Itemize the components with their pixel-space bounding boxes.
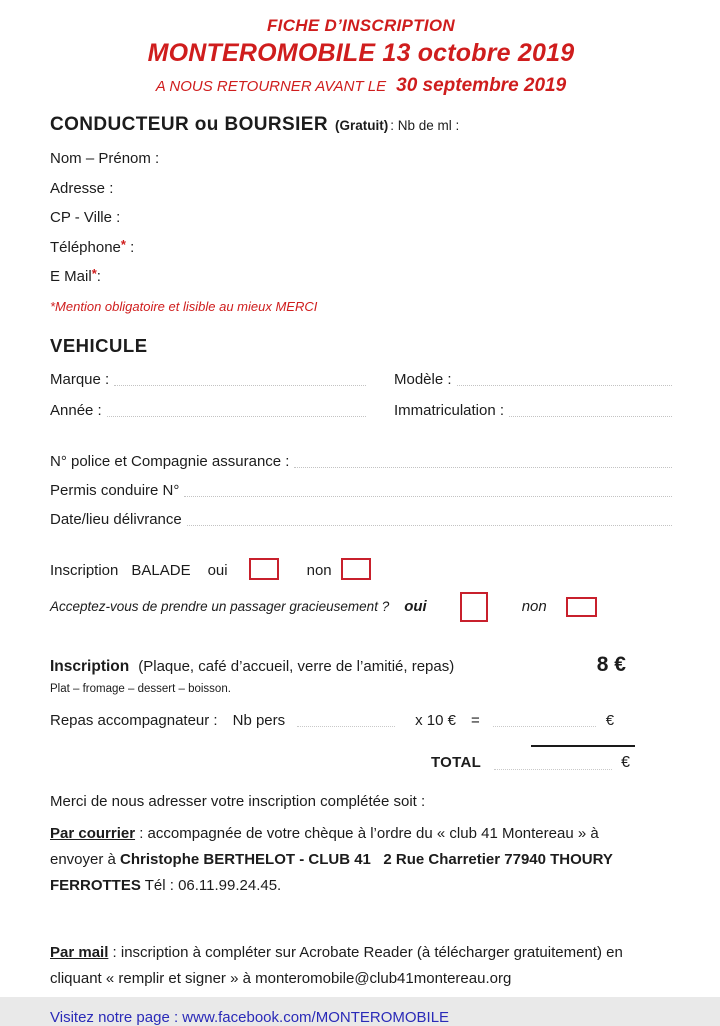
equals-sign: = — [471, 711, 480, 729]
form-header — [50, 16, 672, 97]
balade-non-checkbox[interactable] — [341, 558, 371, 580]
menu-detail: Plat – fromage – dessert – boisson. — [50, 682, 231, 695]
marque-label: Marque : — [50, 370, 110, 388]
passager-non-checkbox[interactable] — [566, 597, 597, 617]
par-mail-label: Par mail — [50, 943, 109, 961]
passager-question: Acceptez-vous de prendre un passager gracieusement ? — [50, 599, 390, 614]
deadline-date: 30 septembre 2019 — [396, 75, 567, 96]
vehicule-section-title: VEHICULE — [50, 334, 148, 356]
return-deadline — [50, 75, 672, 97]
repas-line — [50, 712, 672, 729]
modele-label: Modèle : — [394, 370, 452, 388]
marque-fill-line[interactable] — [114, 371, 366, 386]
total-divider — [531, 745, 635, 747]
conducteur-section-title — [50, 114, 672, 136]
permis-field[interactable] — [50, 482, 672, 499]
telephone-field[interactable] — [50, 236, 672, 256]
form-title: FICHE D’INSCRIPTION — [267, 16, 455, 35]
immatriculation-fill-line[interactable] — [509, 402, 672, 417]
delivrance-fill-line[interactable] — [187, 511, 672, 526]
assurance-block — [50, 453, 672, 528]
adresse-label: Adresse : — [50, 179, 114, 197]
mail-text: : inscription à compléter sur Acrobate Reader (à télécharger gratuitement) en cliquant « remplir et signer » à monteromobile@club41montereau.org — [50, 943, 623, 987]
vehicule-row-1 — [50, 371, 672, 388]
police-assurance-label: N° police et Compagnie assurance : — [50, 452, 290, 470]
inscription-price-line — [50, 653, 672, 677]
balade-line — [50, 558, 672, 584]
annee-label: Année : — [50, 401, 102, 419]
permis-label: Permis conduire N° — [50, 481, 180, 499]
x10-label: x 10 € — [415, 711, 457, 729]
inscription-label: Inscription — [50, 562, 119, 579]
par-courrier-paragraph — [50, 821, 636, 899]
nb-pers-fill-line[interactable] — [297, 726, 395, 727]
repas-euro-sign: € — [605, 711, 615, 729]
email-field[interactable] — [50, 266, 672, 285]
immatriculation-field[interactable] — [394, 402, 672, 419]
courrier-text-1: : accompagnée de votre chèque à l’ordre du « club 41 Montereau » à envoyer à — [50, 824, 599, 868]
identity-fields — [50, 151, 672, 285]
required-asterisk: * — [120, 236, 126, 252]
par-mail-paragraph — [50, 940, 666, 992]
modele-field[interactable] — [394, 371, 672, 388]
marque-field[interactable] — [50, 371, 394, 388]
delivrance-field[interactable] — [50, 511, 672, 528]
nom-prenom-label: Nom – Prénom : — [50, 150, 160, 167]
passager-oui-label: oui — [404, 598, 427, 615]
total-euro-sign: € — [621, 753, 630, 771]
balade-non-label: non — [306, 562, 332, 579]
nom-prenom-field[interactable] — [50, 151, 672, 167]
cp-ville-field[interactable] — [50, 210, 672, 226]
email-label: E Mail — [50, 268, 92, 285]
passager-oui-checkbox[interactable] — [460, 592, 488, 622]
total-label: TOTAL — [430, 753, 482, 771]
courrier-address: Christophe BERTHELOT - CLUB 41 2 Rue Charretier 77940 THOURY FERROTTES — [50, 850, 613, 894]
vehicule-row-2 — [50, 402, 672, 419]
total-line — [50, 754, 630, 772]
mandatory-note: *Mention obligatoire et lisible au mieux MERCI — [50, 298, 318, 314]
passager-line — [50, 592, 672, 622]
required-asterisk: * — [91, 266, 97, 281]
modele-fill-line[interactable] — [457, 371, 672, 386]
balade-oui-label: oui — [207, 562, 228, 579]
permis-fill-line[interactable] — [184, 482, 672, 497]
police-fill-line[interactable] — [294, 453, 672, 468]
event-title: MONTEROMOBILE 13 octobre 2019 — [147, 39, 575, 67]
repas-total-fill-line[interactable] — [493, 726, 596, 727]
balade-label: BALADE — [131, 562, 191, 579]
tarif-inscription-detail: (Plaque, café d’accueil, verre de l’amitié, repas) — [138, 657, 455, 675]
cp-ville-label: CP - Ville : — [50, 209, 121, 226]
inscription-price: 8 € — [596, 652, 626, 676]
police-assurance-field[interactable] — [50, 453, 672, 470]
par-courrier-label: Par courrier — [50, 824, 136, 842]
delivrance-label: Date/lieu délivrance — [50, 510, 182, 528]
adresse-field[interactable] — [50, 181, 672, 197]
balade-oui-checkbox[interactable] — [249, 558, 279, 580]
gratuit-label: (Gratuit) — [334, 118, 389, 133]
annee-fill-line[interactable] — [107, 402, 366, 417]
deadline-prefix: A NOUS RETOURNER AVANT LE — [155, 78, 387, 95]
email-colon: : — [96, 268, 101, 285]
courrier-phone: Tél : 06.11.99.24.45. — [140, 876, 282, 894]
nb-ml-label: : Nb de ml : — [390, 118, 460, 133]
merci-line: Merci de nous adresser votre inscription complétée soit : — [50, 792, 426, 810]
annee-field[interactable] — [50, 402, 394, 419]
total-fill-line[interactable] — [494, 769, 612, 770]
passager-non-label: non — [521, 598, 547, 615]
facebook-link[interactable]: Visitez notre page : www.facebook.com/MONTEROMOBILE — [50, 1008, 450, 1026]
nb-pers-label: Nb pers — [232, 711, 286, 729]
conducteur-title: CONDUCTEUR ou BOURSIER — [50, 114, 328, 135]
immatriculation-label: Immatriculation : — [394, 401, 505, 419]
repas-label: Repas accompagnateur : — [50, 711, 218, 729]
tarif-inscription-label: Inscription — [50, 657, 130, 675]
telephone-label: Téléphone — [50, 238, 121, 256]
telephone-colon: : — [125, 238, 135, 256]
